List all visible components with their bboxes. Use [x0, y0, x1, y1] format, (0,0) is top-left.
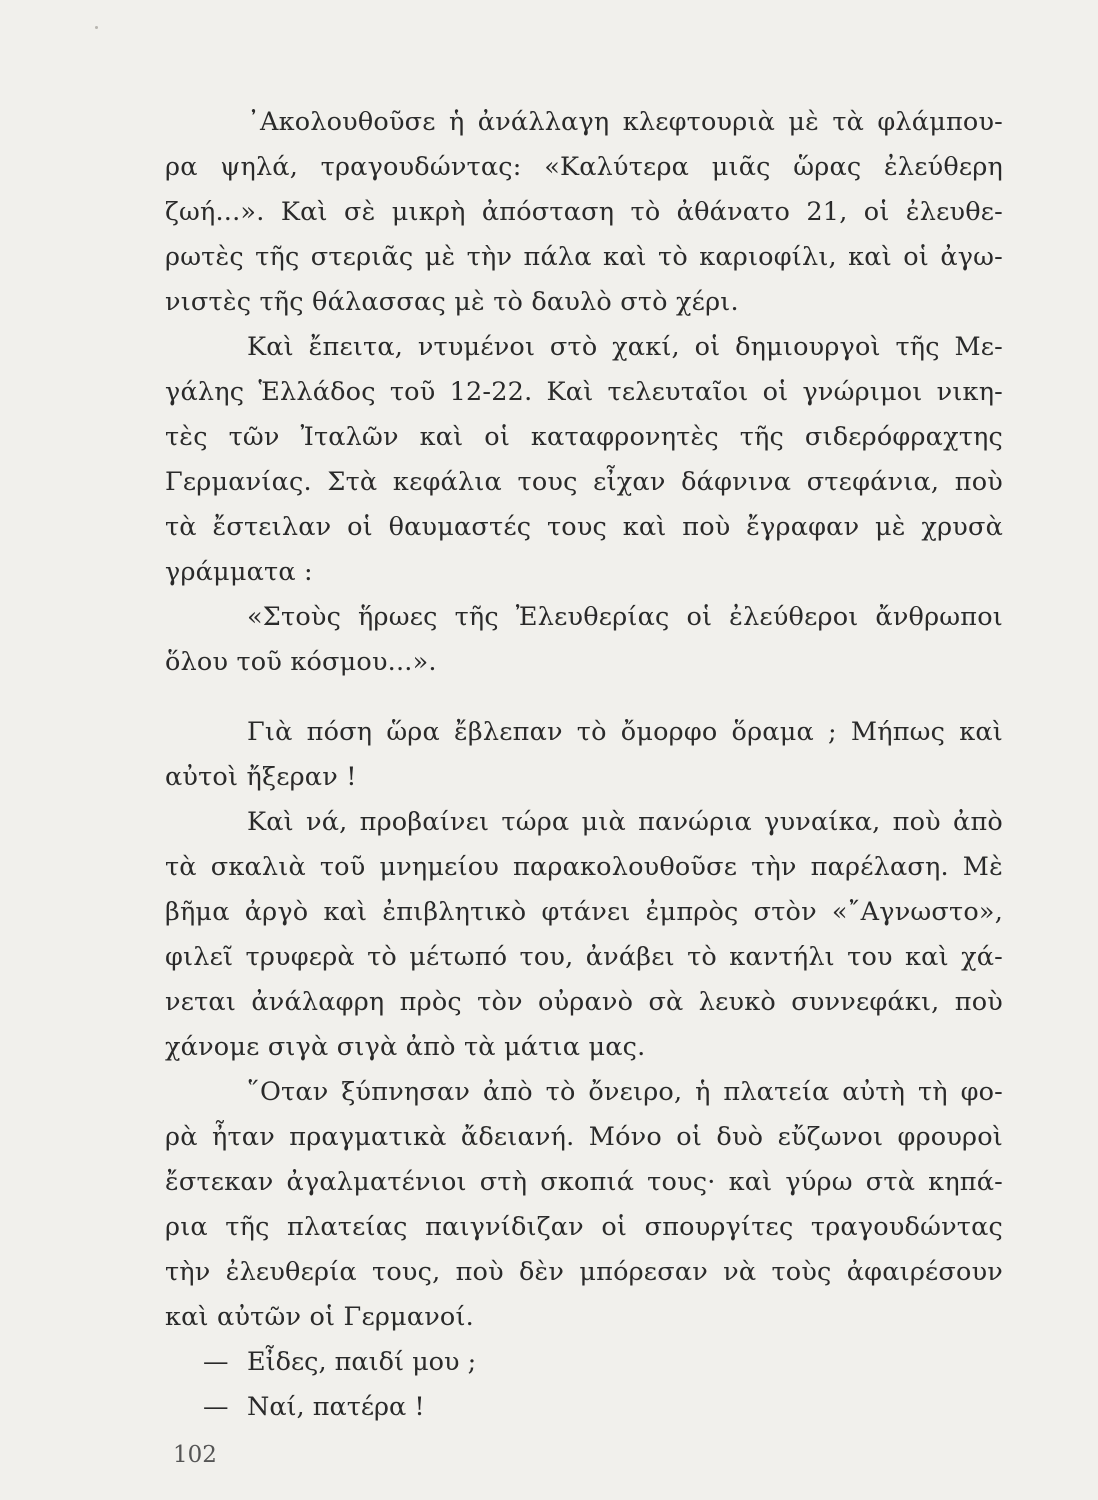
text-line: βῆμα ἀργὸ καὶ ἐπιβλητικὸ φτάνει ἐμπρὸς στὸν «῎Αγνωστο»,	[165, 897, 1003, 927]
text-line: Καὶ νά, προβαίνει τώρα μιὰ πανώρια γυναίκα, ποὺ ἀπὸ	[247, 807, 1003, 837]
text-line: νιστὲς τῆς θάλασσας μὲ τὸ δαυλὸ στὸ χέρι.	[165, 287, 739, 317]
text-line: τὲς τῶν Ἰταλῶν καὶ οἱ καταφρονητὲς τῆς σιδερόφραχτης	[165, 422, 1003, 452]
text-line: καὶ αὐτῶν οἱ Γερμανοί.	[165, 1302, 474, 1332]
dialogue-line: Εἶδες, παιδί μου ;	[247, 1347, 477, 1377]
text-line: χάνομε σιγὰ σιγὰ ἀπὸ τὰ μάτια μας.	[165, 1032, 646, 1062]
text-line: ὅλου τοῦ κόσμου...».	[165, 647, 437, 677]
text-line: τὴν ἐλευθερία τους, ποὺ δὲν μπόρεσαν νὰ τοὺς ἀφαιρέσουν	[165, 1257, 1003, 1287]
dialogue-dash: —	[203, 1392, 229, 1422]
text-line: «Στοὺς ἥρωες τῆς Ἐλευθερίας οἱ ἐλεύθεροι ἄνθρωποι	[247, 602, 1003, 632]
text-line: ῞Οταν ξύπνησαν ἀπὸ τὸ ὄνειρο, ἡ πλατεία αὐτὴ τὴ φο-	[247, 1077, 1003, 1107]
text-line: Γερμανίας. Στὰ κεφάλια τους εἶχαν δάφνινα στεφάνια, ποὺ	[165, 467, 1003, 497]
text-line: Γιὰ πόση ὥρα ἔβλεπαν τὸ ὄμορφο ὅραμα ; Μήπως καὶ	[247, 717, 1003, 747]
text-line: ρα ψηλά, τραγουδώντας: «Καλύτερα μιᾶς ὥρας ἐλεύθερη	[165, 152, 1003, 182]
text-line: ρωτὲς τῆς στεριᾶς μὲ τὴν πάλα καὶ τὸ καριοφίλι, καὶ οἱ ἀγω-	[165, 242, 1003, 272]
text-line: αὐτοὶ ἤξεραν !	[165, 762, 357, 792]
text-line: ρια τῆς πλατείας παιγνίδιζαν οἱ σπουργίτες τραγουδώντας	[165, 1212, 1003, 1242]
text-line: ρὰ ἦταν πραγματικὰ ἄδειανή. Μόνο οἱ δυὸ εὔζωνοι φρουροὶ	[165, 1122, 1003, 1152]
text-line: τὰ σκαλιὰ τοῦ μνημείου παρακολουθοῦσε τὴν παρέλαση. Μὲ	[165, 852, 1003, 882]
text-line: γάλης Ἑλλάδος τοῦ 12-22. Καὶ τελευταῖοι οἱ γνώριμοι νικη-	[165, 377, 1003, 407]
text-line: τὰ ἔστειλαν οἱ θαυμαστές τους καὶ ποὺ ἔγραφαν μὲ χρυσὰ	[165, 512, 1003, 542]
page-number: 102	[173, 1442, 217, 1468]
text-line: φιλεῖ τρυφερὰ τὸ μέτωπό του, ἀνάβει τὸ καντήλι του καὶ χά-	[165, 942, 1003, 972]
dialogue-dash: —	[203, 1347, 229, 1377]
text-line: νεται ἀνάλαφρη πρὸς τὸν οὐρανὸ σὰ λευκὸ συννεφάκι, ποὺ	[165, 987, 1003, 1017]
dialogue-line: Ναί, πατέρα !	[247, 1392, 425, 1422]
text-line: ζωή...». Καὶ σὲ μικρὴ ἀπόσταση τὸ ἀθάνατο 21, οἱ ἐλευθε-	[165, 197, 1003, 227]
text-line: γράμματα :	[165, 557, 313, 587]
text-line: Καὶ ἔπειτα, ντυμένοι στὸ χακί, οἱ δημιουργοὶ τῆς Με-	[247, 332, 1003, 362]
text-line: ᾿Ακολουθοῦσε ἡ ἀνάλλαγη κλεφτουριὰ μὲ τὰ φλάμπου-	[247, 107, 1003, 137]
text-line: ἔστεκαν ἀγαλματένιοι στὴ σκοπιά τους· καὶ γύρω στὰ κηπά-	[165, 1167, 1003, 1197]
